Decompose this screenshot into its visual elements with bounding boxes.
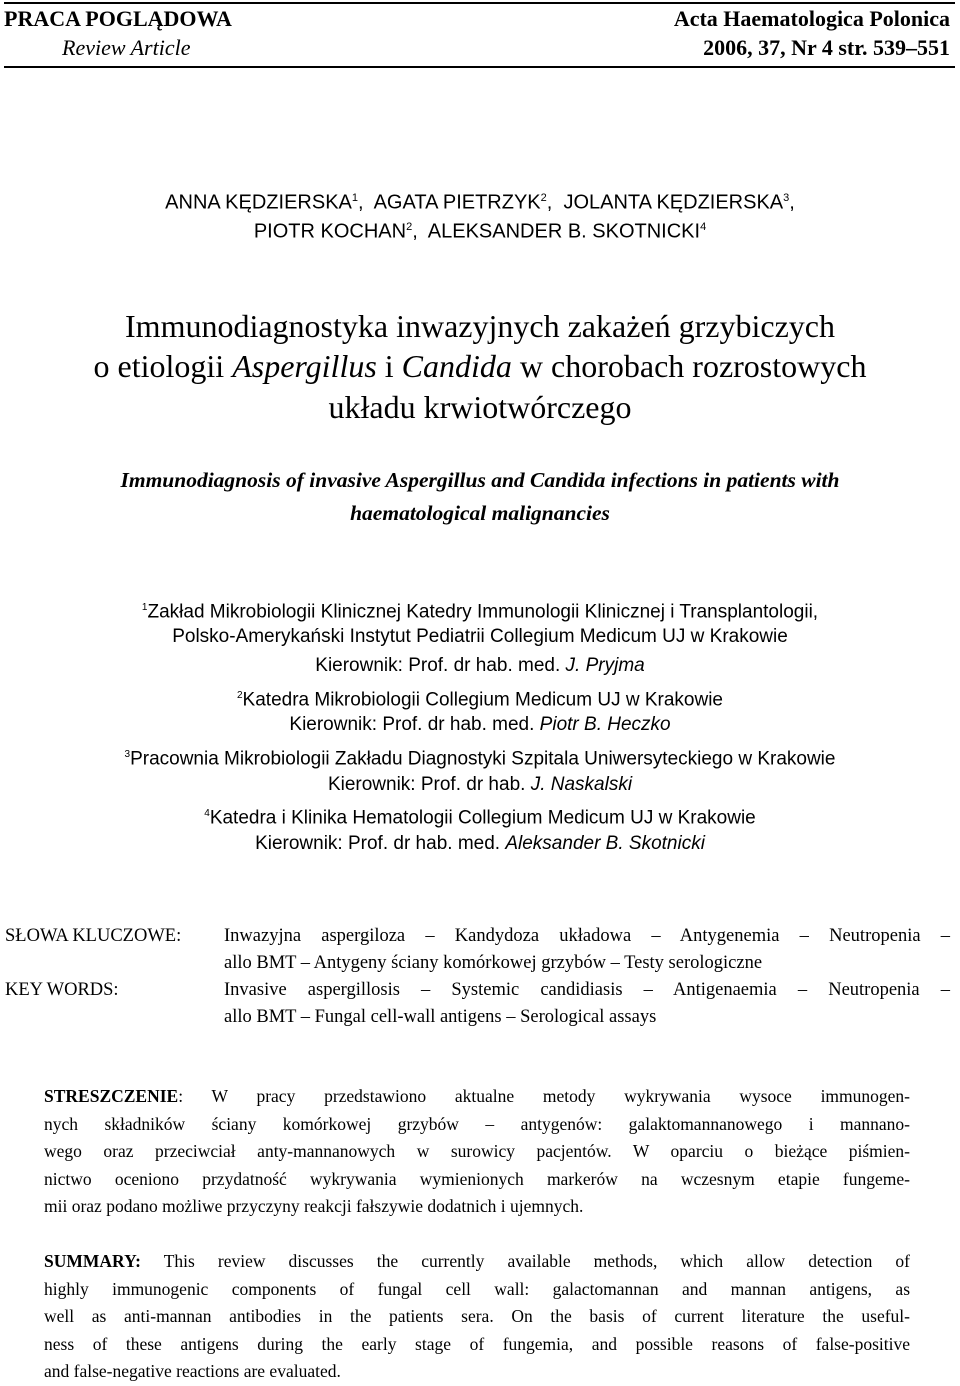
head-name: Aleksander B. Skotnicki: [505, 833, 705, 854]
head-label: Kierownik: Prof. dr hab. med.: [289, 714, 540, 735]
abstract-line: nych składników ściany komórkowej grzybów – antygenów: galaktomannanowego i mannano-: [44, 1113, 910, 1134]
article-category-en: Review Article: [62, 35, 191, 60]
author-name: ANNA KĘDZIERSKA: [165, 191, 352, 214]
title-en-line-2: haematological malignancies: [350, 501, 610, 525]
affil-mark: 3: [124, 749, 131, 760]
title-en-line-1: Immunodiagnosis of invasive Aspergillus and Candida infections in patients with: [120, 468, 840, 492]
head-name: J. Naskalski: [530, 774, 633, 795]
affiliation-3-line-1: [0, 740, 960, 774]
abstract-line: mii oraz podano możliwe przyczyny reakcji fałszywie dodatnich i ujemnych.: [44, 1196, 584, 1216]
journal-citation: 2006, 37, Nr 4 str. 539–551: [703, 35, 950, 60]
abstract-line: wego oraz przeciwciał anty-mannanowych w surowicy pacjentów. W oparciu o bieżące piśmien-: [44, 1141, 910, 1161]
summary-label: SUMMARY:: [44, 1251, 141, 1271]
abstract-line: [44, 1083, 910, 1111]
title-pl-line-3: układu krwiotwórczego: [328, 389, 632, 425]
author-affil-mark: 2: [540, 192, 547, 204]
author-name: AGATA PIETRZYK: [373, 191, 541, 214]
authors-line-2: PIOTR KOCHAN$^2$, ALEKSANDER B. SKOTNICKI$^4$: [253, 220, 707, 243]
affiliation-3-head: [0, 770, 960, 800]
author-affil-mark: 3: [783, 192, 790, 204]
head-label: Kierownik: Prof. dr hab. med.: [255, 833, 506, 854]
genus-name: Aspergillus: [232, 348, 377, 384]
title-text: o etiologii: [93, 348, 233, 384]
keywords-en-line-1: Invasive aspergillosis – Systemic candidiasis – Antigenaemia – Neutropenia –: [224, 980, 950, 1000]
author-name: JOLANTA KĘDZIERSKA: [563, 191, 784, 214]
affil-mark: 2: [236, 690, 243, 701]
affil-mark: 1: [141, 602, 148, 613]
article-category-pl: PRACA POGLĄDOWA: [4, 6, 232, 31]
keywords-en-label: KEY WORDS:: [5, 980, 119, 1000]
keywords-pl-label: SŁOWA KLUCZOWE:: [5, 926, 182, 946]
keywords-en-line-2: allo BMT – Fungal cell-wall antigens – Serological assays: [224, 1007, 657, 1027]
affil-text: Zakład Mikrobiologii Klinicznej Katedry Immunologii Klinicznej i Transplantologii,: [147, 601, 819, 623]
keywords-pl-line-2: allo BMT – Antygeny ściany komórkowej grzybów – Testy serologiczne: [224, 953, 763, 973]
affiliation-2-head: [0, 710, 960, 740]
affil-text: Pracownia Mikrobiologii Zakładu Diagnostyki Szpitala Uniwersyteckiego w Krakowie: [130, 748, 836, 770]
title-text: w chorobach rozrostowych: [511, 348, 867, 384]
summary-line: ness of these antigens during the early stage of fungemia, and possible reasons of false-positive: [44, 1333, 910, 1354]
title-text: i: [376, 348, 402, 384]
summary-line: well as anti-mannan antibodies in the patients sera. On the basis of current literature the useful-: [44, 1306, 910, 1326]
abstract-line: nictwo oceniono przydatność wykrywania wymienionych markerów na wczesnym etapie fungeme-: [44, 1168, 910, 1189]
title-pl-line-1: Immunodiagnostyka inwazyjnych zakażeń grzybiczych: [125, 308, 835, 344]
author-name: PIOTR KOCHAN: [253, 220, 407, 243]
affil-text: Katedra Mikrobiologii Collegium Medicum UJ w Krakowie: [242, 689, 724, 711]
journal-name: Acta Haematologica Polonica: [673, 6, 950, 31]
abstract-label: STRESZCZENIE: [44, 1086, 179, 1106]
head-label: Kierownik: Prof. dr hab. med.: [315, 655, 566, 676]
affil-mark: 4: [204, 808, 210, 819]
authors-line-1: ANNA KĘDZIERSKA$^1$, AGATA PIETRZYK$^2$, JOLANTA KĘDZIERSKA$^3$,: [165, 191, 795, 214]
keywords-pl-line-1: Inwazyjna aspergiloza – Kandydoza układowa – Antygenemia – Neutropenia –: [224, 926, 950, 946]
summary-text: This review discusses the currently available methods, which allow detection of: [140, 1251, 910, 1271]
head-name: J. Pryjma: [565, 655, 645, 676]
author-name: ALEKSANDER B. SKOTNICKI: [427, 220, 701, 243]
summary-line: highly immunogenic components of fungal cell wall: galactomannan and mannan antigens, as: [44, 1278, 910, 1299]
affiliation-1-line-2: Polsko-Amerykański Instytut Pediatrii Collegium Medicum UJ w Krakowie: [172, 626, 788, 647]
head-label: Kierownik: Prof. dr hab.: [327, 774, 531, 795]
author-affil-mark: 2: [406, 221, 413, 233]
affil-text: Katedra i Klinika Hematologii Collegium Medicum UJ w Krakowie: [209, 807, 756, 829]
affiliation-4-line-1: [0, 799, 960, 833]
author-affil-mark: 4: [700, 221, 707, 233]
abstract-pl: [44, 1083, 910, 1221]
head-name: Piotr B. Heczko: [539, 714, 671, 735]
genus-name: Candida: [401, 348, 512, 384]
summary-line: and false-negative reactions are evaluated.: [44, 1361, 341, 1381]
abstract-text: : W pracy przedstawiono aktualne metody wykrywania wysoce immunogen-: [178, 1086, 910, 1106]
affiliation-4-head: [0, 829, 960, 859]
summary-line: [44, 1248, 910, 1276]
affiliation-1-head: [0, 651, 960, 681]
title-pl-line-2: [0, 346, 960, 386]
author-affil-mark: 1: [351, 192, 358, 204]
abstract-en: [44, 1248, 910, 1386]
